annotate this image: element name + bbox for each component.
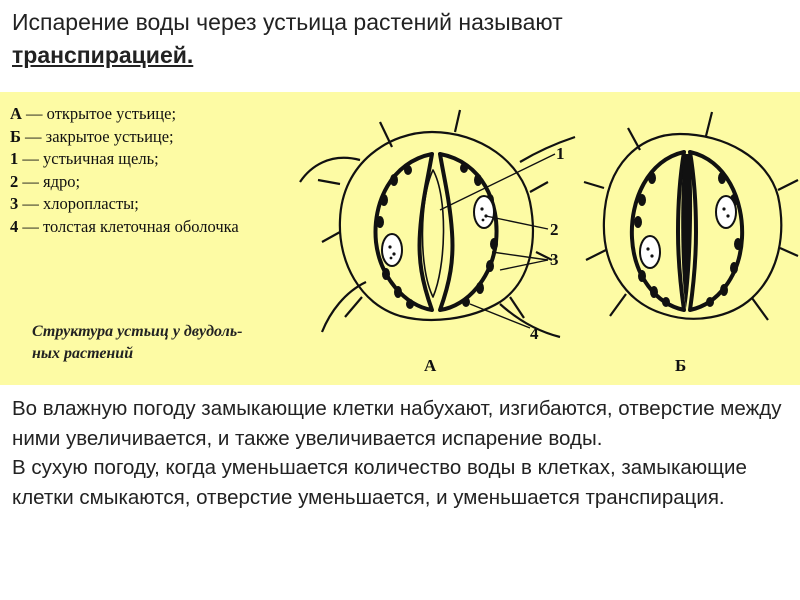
paragraph-humid: Во влажную погоду замыкающие клетки набухают, изгибаются, отверстие между ними увеличивается, и также увеличивается испарение воды. (12, 397, 782, 450)
caption-line-2: ных растений (32, 345, 134, 362)
legend-item-b: Б — закрытое устьице; (10, 126, 174, 146)
slide-title (12, 6, 792, 72)
figure-caption (32, 321, 322, 365)
legend-item-4: 4 — толстая клеточная оболочка (10, 216, 239, 236)
caption-line-1: Структура устьиц у двудоль- (32, 323, 243, 340)
legend-item-2: 2 — ядро; (10, 171, 81, 191)
label-1: 1 (556, 144, 565, 163)
figure-label-a: А (424, 356, 437, 375)
title-line: Испарение воды через устьица растений называют (12, 9, 563, 35)
legend-item-1: 1 — устьичная щель; (10, 149, 159, 168)
figure-label-b: Б (675, 356, 687, 375)
label-3: 3 (550, 250, 559, 269)
explanation-text (12, 394, 792, 512)
legend-item-a: А — открытое устьице; (10, 104, 177, 123)
label-4: 4 (530, 324, 539, 343)
paragraph-dry: В сухую погоду, когда уменьшается количество воды в клетках, замыкающие клетки смыкаются, отверстие уменьшается, и уменьшается транспирация. (12, 456, 747, 509)
label-2: 2 (550, 220, 559, 239)
legend-item-3: 3 — хлоропласты; (10, 194, 139, 213)
title-term: транспирацией. (12, 42, 194, 68)
legend (10, 103, 310, 238)
stomata-figure-panel (0, 92, 800, 385)
